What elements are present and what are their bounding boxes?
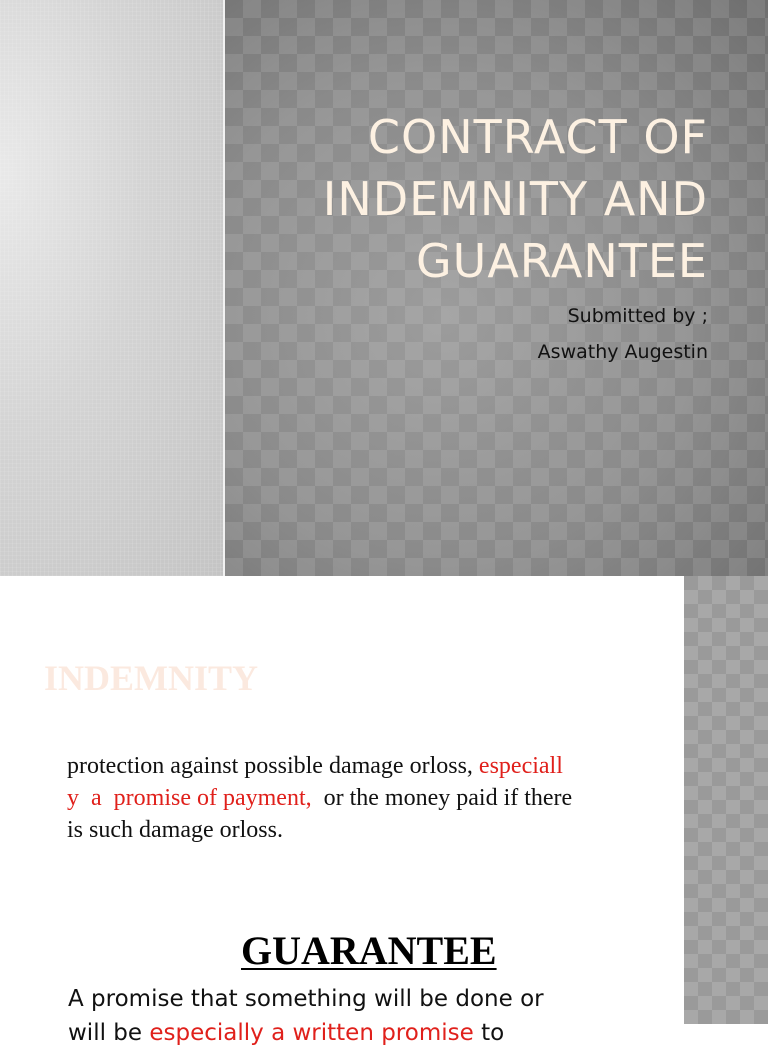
title-line-3: GUARANTEE xyxy=(416,234,708,288)
definition-text: protection against possible damage orloss, xyxy=(67,753,473,779)
definition-line-1 xyxy=(67,750,639,782)
guarantee-text: to xyxy=(473,1020,505,1046)
content-slide xyxy=(0,576,768,1046)
highlight-text: a xyxy=(91,785,102,811)
guarantee-text: will be xyxy=(68,1020,150,1046)
definition-line-2 xyxy=(67,782,639,814)
title-line-1: CONTRACT OF xyxy=(367,110,708,164)
slide-subtitle xyxy=(308,298,708,370)
definition-text: or the money paid if there xyxy=(323,785,573,811)
decorative-side-strip xyxy=(684,576,768,1024)
highlight-text: promise of payment, xyxy=(113,785,312,811)
guarantee-definition xyxy=(68,982,640,1050)
guarantee-line-1: A promise that something will be done or xyxy=(68,986,544,1012)
highlight-text: y xyxy=(67,785,79,811)
indemnity-definition xyxy=(67,750,639,846)
author-name: Aswathy Augestin xyxy=(537,341,708,363)
indemnity-heading: INDEMNITY xyxy=(44,658,259,698)
title-line-2: INDEMNITY AND xyxy=(322,172,708,226)
submitted-by-label: Submitted by ; xyxy=(567,305,708,327)
highlight-text: especiall xyxy=(478,753,563,779)
highlight-text: especially a written promise xyxy=(149,1020,474,1046)
guarantee-line-2 xyxy=(68,1016,640,1050)
slide-left-panel xyxy=(0,0,224,576)
guarantee-heading: GUARANTEE xyxy=(241,928,497,973)
definition-line-3: is such damage orloss. xyxy=(67,817,283,843)
slide-title xyxy=(228,106,708,292)
